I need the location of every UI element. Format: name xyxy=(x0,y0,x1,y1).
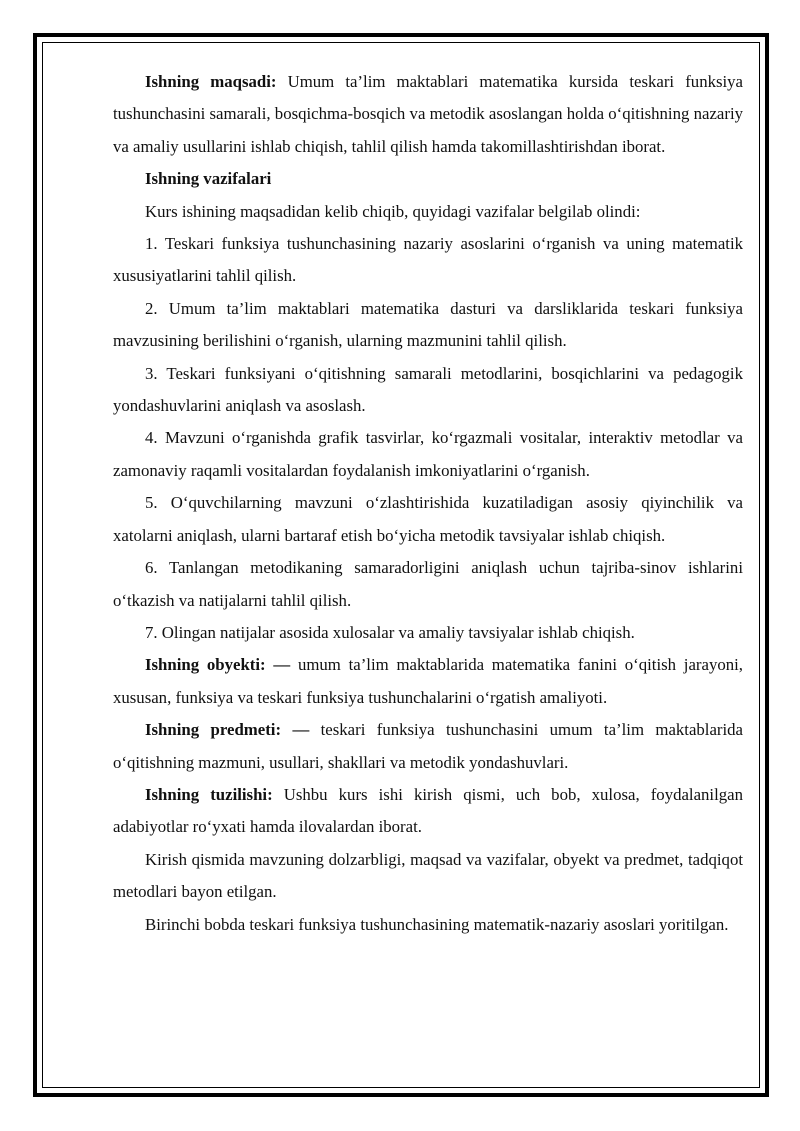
paragraph-label: Ishning maqsadi: xyxy=(145,72,277,91)
paragraph-label: Ishning vazifalari xyxy=(145,169,272,189)
paragraph-text: 6. Tanlangan metodikaning samaradorligini aniqlash uchun tajriba-sinov ishlarini o‘tkazish va natijalarni tahlil qilish. xyxy=(113,558,743,610)
paragraph-text: Kirish qismida mavzuning dolzarbligi, maqsad va vazifalar, obyekt va predmet, tadqiqot metodlari bayon etilgan. xyxy=(113,849,743,902)
paragraph-label: Ishning predmeti: — xyxy=(145,720,310,740)
task-item-6 xyxy=(113,552,743,617)
paragraph-structure xyxy=(113,779,743,844)
paragraph-text: Umum ta’lim maktablari matematika kursida teskari funksiya tushunchasini samarali, bosqichma-bosqich va metodik asoslangan holda o‘qitishning nazariy va amaliy usullarini ishlab chiqish, tahlil qilish hamda takomillashtirishdan iborat. xyxy=(113,72,744,156)
paragraph-label: Ishning tuzilishi: xyxy=(145,784,273,804)
paragraph-label: Ishning obyekti: — xyxy=(145,655,291,675)
paragraph-text: 3. Teskari funksiyani o‘qitishning samarali metodlarini, bosqichlarini va pedagogik yondashuvlarini aniqlash va asoslash. xyxy=(113,363,743,416)
paragraph-introduction xyxy=(113,844,743,909)
paragraph-text: Ushbu kurs ishi kirish qismi, uch bob, xulosa, foydalanilgan adabiyotlar ro‘yxati hamda ilovalardan iborat. xyxy=(113,784,743,837)
paragraph-text: 5. O‘quvchilarning mavzuni o‘zlashtirishida kuzatiladigan asosiy qiyinchilik va xatolarni aniqlash, ularni bartaraf etish bo‘yicha metodik tavsiyalar ishlab chiqish. xyxy=(113,493,743,545)
paragraph-text: teskari funksiya tushunchasini umum ta’lim maktablarida o‘qitishning mazmuni, usullari, shakllari va metodik yondashuvlari. xyxy=(113,720,744,772)
paragraph-text: 7. Olingan natijalar asosida xulosalar va amaliy tavsiyalar ishlab chiqish. xyxy=(145,622,635,642)
paragraph-object xyxy=(113,649,743,714)
paragraph-text: Birinchi bobda teskari funksiya tushunchasining matematik-nazariy asoslari yoritilgan. xyxy=(145,914,729,934)
paragraph-chapter-one xyxy=(113,909,743,941)
task-item-3 xyxy=(113,358,743,423)
task-item-7 xyxy=(113,617,743,649)
paragraph-subject xyxy=(113,714,743,779)
task-item-2 xyxy=(113,293,743,358)
task-item-5 xyxy=(113,487,743,552)
paragraph-text: 2. Umum ta’lim maktablari matematika dasturi va darsliklarida teskari funksiya mavzusining berilishini o‘rganish, ularning mazmunini tahlil qilish. xyxy=(113,298,743,351)
task-item-1 xyxy=(113,228,743,293)
paragraph-text: umum ta’lim maktablarida matematika fanini o‘qitish jarayoni, xususan, funksiya va teskari funksiya tushunchalarini o‘rgatish amaliyoti. xyxy=(113,655,743,707)
paragraph-tasks-heading xyxy=(113,163,743,195)
paragraph-text: 4. Mavzuni o‘rganishda grafik tasvirlar, ko‘rgazmali vositalar, interaktiv metodlar va zamonaviy raqamli vositalardan foydalanish imkoniyatlarini o‘rganish. xyxy=(113,428,743,480)
paragraph-text: 1. Teskari funksiya tushunchasining nazariy asoslarini o‘rganish va uning matematik xususiyatlarini tahlil qilish. xyxy=(113,234,743,286)
paragraph-goal xyxy=(113,66,743,163)
task-item-4 xyxy=(113,422,743,487)
paragraph-tasks-intro xyxy=(113,196,743,228)
document-body xyxy=(113,66,743,941)
paragraph-text: Kurs ishining maqsadidan kelib chiqib, quyidagi vazifalar belgilab olindi: xyxy=(145,201,641,221)
